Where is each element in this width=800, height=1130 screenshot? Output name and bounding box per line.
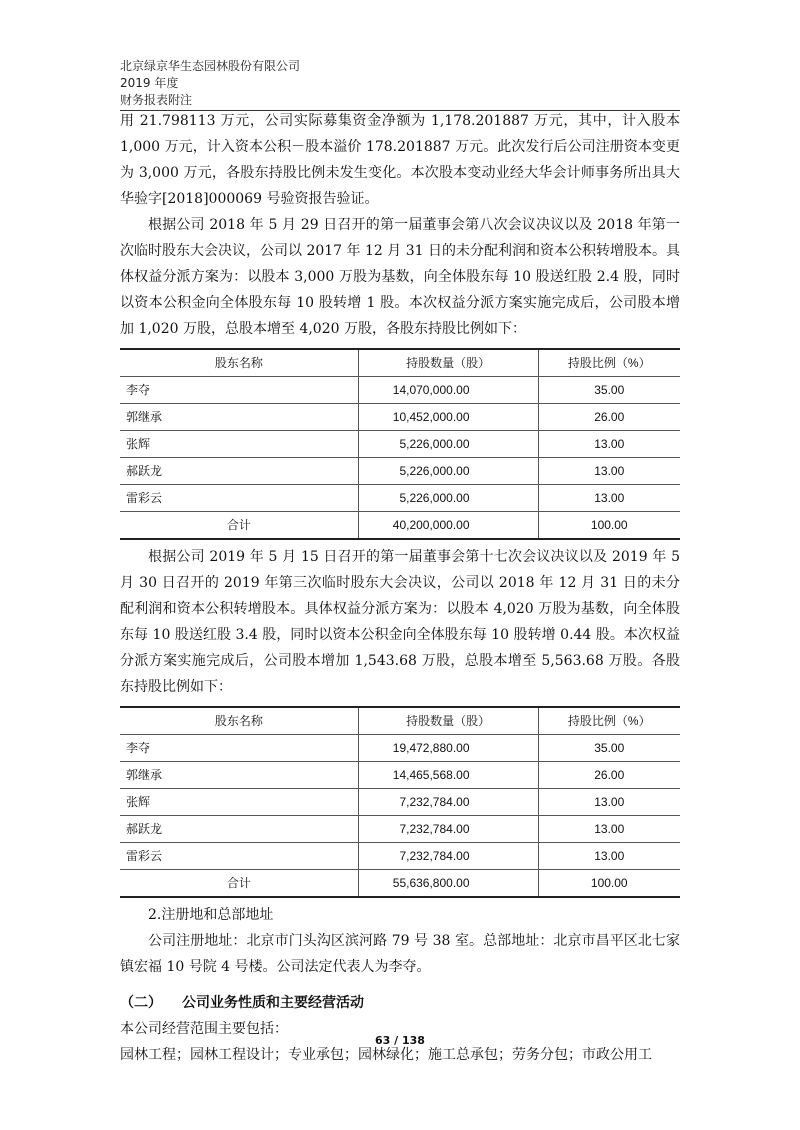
share-quantity: 14,465,568.00 bbox=[358, 762, 538, 789]
company-name: 北京绿京华生态园林股份有限公司 bbox=[120, 59, 301, 73]
share-quantity: 5,226,000.00 bbox=[358, 431, 538, 458]
section-number: （二） bbox=[120, 995, 162, 1011]
paragraph-2019-dividend-plan: 根据公司 2019 年 5 月 15 日召开的第一届董事会第十七次会议决议以及 2019 年 5 月 30 日召开的 2019 年第三次临时股东大会决议，公司以 2018 年 12 月 31 日的未分配利润和资本公积转增股本。具体权益分派方案为：以股本 4,020 万股为基数，向全体股东每 10 股送红股 3.4 股，同时以资本公积金向全体股东每 10 股转增 0.44 股。本次权益分派方案实施完成后，公司股本增加 1,543.68 万股，总股本增至 5,563.68 万股。各股东持股比例如下： bbox=[120, 549, 680, 695]
page-number: 63 / 138 bbox=[375, 1034, 425, 1047]
share-percentage: 13.00 bbox=[538, 485, 680, 512]
shareholder-name: 雷彩云 bbox=[120, 485, 358, 512]
shareholder-name: 张辉 bbox=[120, 789, 358, 816]
shareholder-name: 郭继承 bbox=[120, 404, 358, 431]
share-percentage: 13.00 bbox=[538, 843, 680, 870]
share-percentage: 35.00 bbox=[538, 377, 680, 404]
total-percentage: 100.00 bbox=[538, 512, 680, 540]
paragraph-capital-verification: 用 21.798113 万元，公司实际募集资金净额为 1,178.201887 万元，其中，计入股本 1,000 万元，计入资本公积－股本溢价 178.201887 万元。此次发行后公司注册资本变更为 3,000 万元，各股东持股比例未发生变化。本次股本变动业经大华会计师事务所出具大华验字[2018]000069 号验资报告验证。 bbox=[120, 113, 680, 207]
section-title: 公司业务性质和主要经营活动 bbox=[182, 995, 364, 1011]
header-shareholder-name: 股东名称 bbox=[120, 707, 358, 735]
section-heading-business-nature bbox=[120, 990, 680, 1016]
header-share-quantity: 持股数量（股） bbox=[358, 707, 538, 735]
table-row bbox=[120, 431, 680, 458]
document-type: 财务报表附注 bbox=[120, 93, 193, 107]
shareholder-name: 李夺 bbox=[120, 377, 358, 404]
share-percentage: 13.00 bbox=[538, 816, 680, 843]
share-percentage: 35.00 bbox=[538, 735, 680, 762]
header-shareholder-name: 股东名称 bbox=[120, 349, 358, 377]
paragraph-scope-intro: 本公司经营范围主要包括： bbox=[120, 1021, 288, 1037]
table-row bbox=[120, 404, 680, 431]
table-header-row bbox=[120, 349, 680, 377]
share-quantity: 5,226,000.00 bbox=[358, 458, 538, 485]
shareholder-name: 李夺 bbox=[120, 735, 358, 762]
share-quantity: 19,472,880.00 bbox=[358, 735, 538, 762]
shareholder-name: 郝跃龙 bbox=[120, 458, 358, 485]
share-percentage: 26.00 bbox=[538, 762, 680, 789]
header-share-percentage: 持股比例（%） bbox=[538, 707, 680, 735]
table-row bbox=[120, 843, 680, 870]
table-row bbox=[120, 458, 680, 485]
page-header bbox=[120, 58, 680, 109]
shareholding-table-2018 bbox=[120, 348, 680, 540]
table-row bbox=[120, 789, 680, 816]
table-row bbox=[120, 377, 680, 404]
total-quantity: 40,200,000.00 bbox=[358, 512, 538, 540]
total-percentage: 100.00 bbox=[538, 870, 680, 898]
share-percentage: 13.00 bbox=[538, 431, 680, 458]
table-header-row bbox=[120, 707, 680, 735]
shareholder-name: 张辉 bbox=[120, 431, 358, 458]
table-row bbox=[120, 762, 680, 789]
paragraph-2018-dividend-plan: 根据公司 2018 年 5 月 29 日召开的第一届董事会第八次会议决议以及 2018 年第一次临时股东大会决议，公司以 2017 年 12 月 31 日的未分配利润和资本公积转增股本。具体权益分派方案为：以股本 3,000 万股为基数，向全体股东每 10 股送红股 2.4 股，同时以资本公积金向全体股东每 10 股转增 1 股。本次权益分派方案实施完成后，公司股本增加 1,020 万股，总股本增至 4,020 万股，各股东持股比例如下： bbox=[120, 217, 680, 337]
shareholding-table-2019 bbox=[120, 706, 680, 898]
table-row bbox=[120, 816, 680, 843]
share-quantity: 7,232,784.00 bbox=[358, 789, 538, 816]
share-percentage: 13.00 bbox=[538, 789, 680, 816]
total-label: 合计 bbox=[120, 512, 358, 540]
share-quantity: 10,452,000.00 bbox=[358, 404, 538, 431]
share-percentage: 13.00 bbox=[538, 458, 680, 485]
header-share-quantity: 持股数量（股） bbox=[358, 349, 538, 377]
header-share-percentage: 持股比例（%） bbox=[538, 349, 680, 377]
share-quantity: 14,070,000.00 bbox=[358, 377, 538, 404]
shareholder-name: 郭继承 bbox=[120, 762, 358, 789]
share-quantity: 5,226,000.00 bbox=[358, 485, 538, 512]
table-total-row bbox=[120, 512, 680, 540]
share-percentage: 26.00 bbox=[538, 404, 680, 431]
share-quantity: 7,232,784.00 bbox=[358, 843, 538, 870]
report-year: 2019 年度 bbox=[120, 76, 179, 90]
total-label: 合计 bbox=[120, 870, 358, 898]
subsection-title-registration: 2.注册地和总部地址 bbox=[148, 907, 274, 923]
shareholder-name: 雷彩云 bbox=[120, 843, 358, 870]
total-quantity: 55,636,800.00 bbox=[358, 870, 538, 898]
share-quantity: 7,232,784.00 bbox=[358, 816, 538, 843]
page-content bbox=[120, 108, 680, 1068]
paragraph-registration-address: 公司注册地址：北京市门头沟区滨河路 79 号 38 室。总部地址：北京市昌平区北七家镇宏福 10 号院 4 号楼。公司法定代表人为李夺。 bbox=[120, 933, 680, 975]
paragraph-scope-list: 园林工程；园林工程设计；专业承包；园林绿化；施工总承包；劳务分包；市政公用工 bbox=[120, 1047, 652, 1063]
table-row bbox=[120, 485, 680, 512]
table-row bbox=[120, 735, 680, 762]
table-total-row bbox=[120, 870, 680, 898]
shareholder-name: 郝跃龙 bbox=[120, 816, 358, 843]
